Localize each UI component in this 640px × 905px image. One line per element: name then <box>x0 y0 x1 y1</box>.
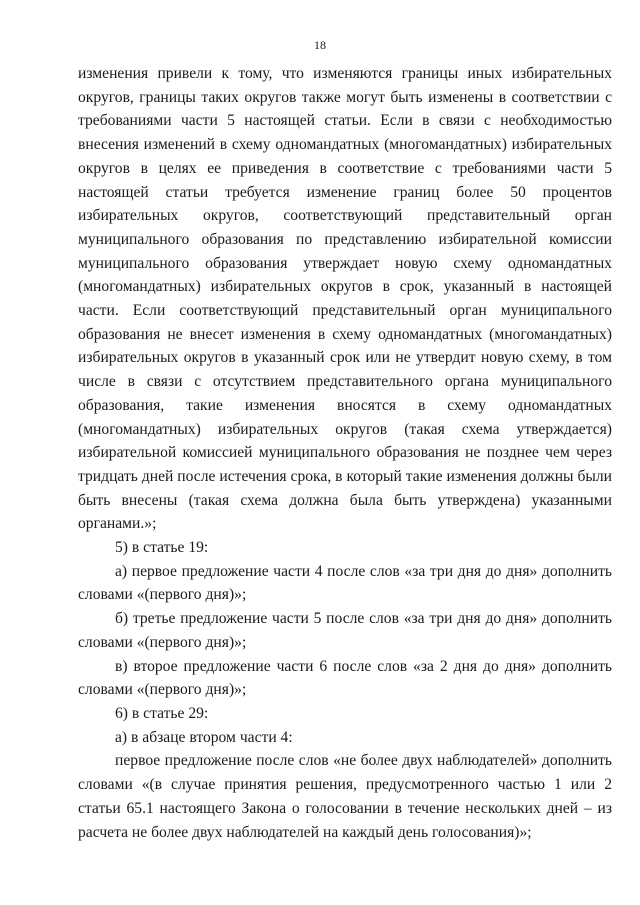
paragraph-item-6a-first-sentence: первое предложение после слов «не более двух наблюдателей» дополнить словами «(в случае принятия решения, предусмотренного частью 1 или 2 статьи 65.1 настоящего Закона о голосовании в течение нескольких дней – из расчета не более двух наблюдателей на каждый день голосования)»; <box>78 752 612 841</box>
document-body <box>78 62 612 844</box>
paragraph-continuation: изменения привели к тому, что изменяются границы иных избирательных округов, границы таких округов также могут быть изменены в соответствии с требованиями части 5 настоящей статьи. Если в связи с необходимостью внесения изменений в схему одномандатных (многомандатных) избирательных округов в целях ее приведения в соответствие с требованиями части 5 настоящей статьи требуется изменение границ более 50 процентов избирательных округов, соответствующий представительный орган муниципального образования по представлению избирательной комиссии муниципального образования утверждает новую схему одномандатных (многомандатных) избирательных округов в срок, указанный в настоящей части. Если соответствующий представительный орган муниципального образования не внесет изменения в схему одномандатных (многомандатных) избирательных округов в указанный срок или не утвердит новую схему, в том числе в связи с отсутствием представительного органа муниципального образования, такие изменения вносятся в схему одномандатных (многомандатных) избирательных округов (такая схема утверждается) избирательной комиссией муниципального образования не позднее чем через тридцать дней после истечения срока, в который такие изменения должны были быть внесены (такая схема должна была быть утверждена) указанными органами.»; <box>78 65 612 533</box>
paragraph-item-5: 5) в статье 19: <box>115 539 209 557</box>
paragraph-item-5b: б) третье предложение части 5 после слов «за три дня до дня» дополнить словами «(первого дня)»; <box>78 610 612 651</box>
paragraph-item-5v: в) второе предложение части 6 после слов «за 2 дня до дня» дополнить словами «(первого дня)»; <box>78 657 612 699</box>
paragraph-item-5a: а) первое предложение части 4 после слов «за три дня до дня» дополнить словами «(первого дня)»; <box>78 562 612 604</box>
paragraph-item-6a: а) в абзаце втором части 4: <box>115 728 293 746</box>
page-number: 18 <box>314 38 326 52</box>
paragraph-item-6: 6) в статье 29: <box>115 704 209 722</box>
